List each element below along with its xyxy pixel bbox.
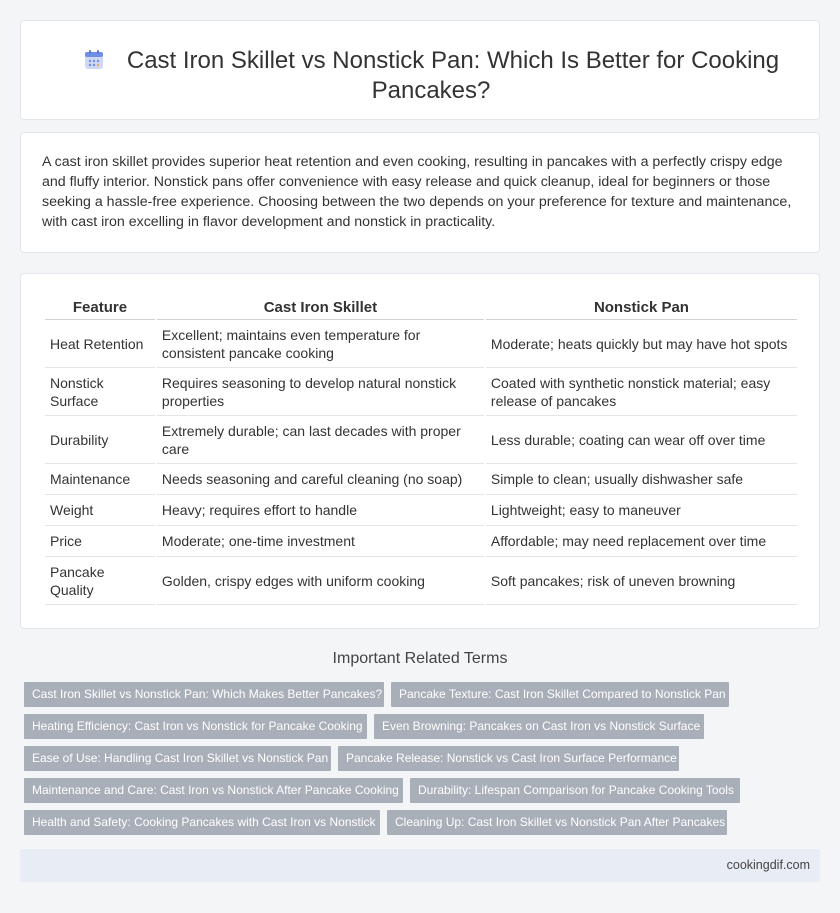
related-terms-heading: Important Related Terms	[332, 650, 508, 667]
page-title: Cast Iron Skillet vs Nonstick Pan: Which Is Better for Cooking Pancakes?	[126, 47, 780, 104]
cast-iron-cell: Excellent; maintains even temperature for consistent pancake cooking	[157, 320, 484, 368]
related-term-tag[interactable]: Pancake Release: Nonstick vs Cast Iron Surface Performance	[338, 746, 679, 771]
related-term-tag[interactable]: Durability: Lifespan Comparison for Pancake Cooking Tools	[410, 778, 740, 803]
related-term-tag[interactable]: Health and Safety: Cooking Pancakes with Cast Iron vs Nonstick	[24, 810, 380, 835]
related-term-tag[interactable]: Ease of Use: Handling Cast Iron Skillet vs Nonstick Pan	[24, 746, 331, 771]
feature-cell: Price	[45, 526, 155, 557]
table-row	[45, 416, 797, 464]
nonstick-cell: Coated with synthetic nonstick material; easy release of pancakes	[486, 368, 797, 416]
header-nonstick: Nonstick Pan	[486, 295, 797, 320]
cast-iron-cell: Requires seasoning to develop natural nonstick properties	[157, 368, 484, 416]
table-row	[45, 368, 797, 416]
nonstick-cell: Simple to clean; usually dishwasher safe	[486, 464, 797, 495]
cast-iron-cell: Moderate; one-time investment	[157, 526, 484, 557]
nonstick-cell: Soft pancakes; risk of uneven browning	[486, 557, 797, 605]
feature-cell: Nonstick Surface	[45, 368, 155, 416]
related-term-tag[interactable]: Pancake Texture: Cast Iron Skillet Compared to Nonstick Pan	[391, 682, 729, 707]
feature-cell: Heat Retention	[45, 320, 155, 368]
cast-iron-cell: Extremely durable; can last decades with proper care	[157, 416, 484, 464]
table-header-row	[45, 295, 797, 320]
related-term-tag[interactable]: Even Browning: Pancakes on Cast Iron vs Nonstick Surface	[374, 714, 704, 739]
feature-cell: Durability	[45, 416, 155, 464]
intro-card	[20, 132, 820, 253]
nonstick-cell: Affordable; may need replacement over time	[486, 526, 797, 557]
header-feature: Feature	[45, 295, 155, 320]
cast-iron-cell: Needs seasoning and careful cleaning (no soap)	[157, 464, 484, 495]
comparison-table	[43, 295, 799, 605]
nonstick-cell: Lightweight; easy to maneuver	[486, 495, 797, 526]
table-row	[45, 557, 797, 605]
feature-cell: Weight	[45, 495, 155, 526]
header-card	[20, 20, 820, 120]
nonstick-cell: Less durable; coating can wear off over time	[486, 416, 797, 464]
feature-cell: Maintenance	[45, 464, 155, 495]
comparison-card	[20, 273, 820, 629]
nonstick-cell: Moderate; heats quickly but may have hot spots	[486, 320, 797, 368]
page-title-wrap	[81, 46, 781, 106]
table-row	[45, 464, 797, 495]
feature-cell: Pancake Quality	[45, 557, 155, 605]
cast-iron-cell: Heavy; requires effort to handle	[157, 495, 484, 526]
related-term-tag[interactable]: Heating Efficiency: Cast Iron vs Nonstick for Pancake Cooking	[24, 714, 367, 739]
related-term-tag[interactable]: Cleaning Up: Cast Iron Skillet vs Nonstick Pan After Pancakes	[387, 810, 727, 835]
table-row	[45, 526, 797, 557]
intro-paragraph: A cast iron skillet provides superior heat retention and even cooking, resulting in pancakes with a perfectly crispy edge and fluffy interior. Nonstick pans offer convenience with easy release and quick cleanup, ideal for beginners or those seeking a hassle-free experience. Choosing between the two depends on your preference for texture and maintenance, with cast iron excelling in flavor development and nonstick in practicality.	[42, 154, 792, 230]
footer-site-name: cookingdif.com	[726, 858, 810, 872]
related-term-tag[interactable]: Maintenance and Care: Cast Iron vs Nonstick After Pancake Cooking	[24, 778, 403, 803]
header-cast-iron: Cast Iron Skillet	[157, 295, 484, 320]
table-row	[45, 320, 797, 368]
table-row	[45, 495, 797, 526]
footer	[20, 849, 820, 882]
cast-iron-cell: Golden, crispy edges with uniform cooking	[157, 557, 484, 605]
calendar-icon	[83, 49, 105, 71]
related-term-tag[interactable]: Cast Iron Skillet vs Nonstick Pan: Which Makes Better Pancakes?	[24, 682, 384, 707]
